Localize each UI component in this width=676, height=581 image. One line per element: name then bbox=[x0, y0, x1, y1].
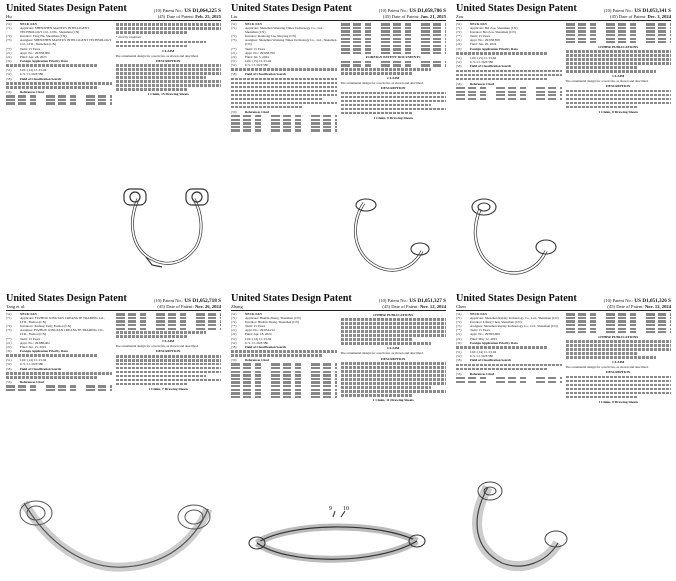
description-heading: DESCRIPTION bbox=[156, 58, 181, 63]
field-row: (51) LOC (14) Cl. 23-04 bbox=[6, 358, 47, 363]
field-row: (58) Field of Classification Search bbox=[6, 76, 62, 81]
bibliographic-column bbox=[456, 312, 562, 405]
claim-heading: CLAIM bbox=[612, 74, 625, 79]
field-row: (30) Foreign Application Priority Data bbox=[456, 340, 518, 345]
field-row: (22) Filed: Jul. 5, 2024 bbox=[231, 54, 269, 59]
patent-panel-6 bbox=[454, 293, 673, 577]
patent-date: Jan. 21, 2025 bbox=[420, 14, 446, 19]
field-row: (54) NECK FAN bbox=[456, 22, 487, 26]
patent-date: Nov. 26, 2024 bbox=[194, 304, 221, 309]
field-row: (21) Appl. No.: 29/893,609 bbox=[456, 332, 500, 337]
abstract-column: OTHER PUBLICATIONS CLAIM The ornamental design for a neck fan, as shown and described. DESCRIPTION 1 Claim, 8 Drawing Sheets bbox=[566, 22, 672, 115]
field-row: (30) Foreign Application Priority Data bbox=[456, 46, 518, 51]
patent-header: United States Design Patent (10) Patent No.: US D1,053,341 S Zou (45) Date of Patent: Dec. 3, 2024 bbox=[456, 3, 671, 19]
patent-header: United States Design Patent (10) Patent No.: US D1,051,326 S Chen (45) Date of Patent: Nov. 12, 2024 bbox=[456, 293, 671, 309]
patent-panel-4 bbox=[4, 293, 223, 577]
field-row: (51) LOC (14) Cl. 23-04 bbox=[231, 336, 272, 341]
field-row: (71) Applicant: FUZHOU JONGTAN CREANGTE TRADING CO., LTD., Fuzhou (CN) bbox=[6, 316, 105, 325]
patent-panel-2 bbox=[229, 3, 448, 287]
patent-panel-1 bbox=[4, 3, 223, 287]
neck-fan-drawing bbox=[462, 189, 562, 285]
field-row: (54) NECK FAN bbox=[231, 312, 262, 316]
field-row: (51) LOC (14) Cl. 23-04 bbox=[6, 68, 47, 73]
field-row: (54) NECK FAN bbox=[6, 312, 37, 316]
patent-number: US D1,053,341 S bbox=[634, 8, 671, 14]
patent-header: United States Design Patent (10) Patent No.: US D1,058,786 S Liu (45) Date of Patent: Jan. 21, 2025 bbox=[231, 3, 446, 19]
claim-text: The ornamental design for a neck fan, as shown and described. bbox=[565, 79, 649, 84]
patent-date: Dec. 3, 2024 bbox=[647, 14, 671, 19]
field-row: (72) Inventor: Huabin Zhang, Shenzhen (CN) bbox=[231, 320, 299, 325]
claim-text: The ornamental design for a neck fan, as shown and described. bbox=[340, 81, 424, 86]
bibliographic-column bbox=[231, 312, 337, 403]
field-row: (22) Filed: Jun. 29, 2024 bbox=[456, 42, 497, 47]
field-row: (51) LOC (14) Cl. 23-04 bbox=[456, 350, 497, 355]
patent-number: US D1,051,327 S bbox=[409, 298, 446, 304]
patent-inventor: Tang et al. bbox=[6, 304, 26, 309]
description-heading: DESCRIPTION bbox=[606, 370, 631, 375]
bibliographic-column bbox=[6, 312, 112, 392]
field-row: (21) Appl. No.: 29/856,000 bbox=[6, 50, 50, 55]
neck-fan-drawing bbox=[237, 503, 437, 575]
patent-header: United States Design Patent (10) Patent No.: US D1,064,225 S Hu (45) Date of Patent: Feb. 25, 2025 bbox=[6, 3, 221, 19]
field-row: (56) References Cited bbox=[456, 81, 494, 86]
claim-heading: CLAIM bbox=[162, 48, 175, 53]
patent-date: Nov. 12, 2024 bbox=[419, 304, 446, 309]
bibliographic-column bbox=[231, 22, 337, 133]
claim-heading: CLAIM bbox=[162, 339, 175, 344]
drawing-sheets: 1 Claim, 7 Drawing Sheets bbox=[148, 386, 189, 391]
field-row: (**) Term: 15 Years bbox=[456, 34, 491, 39]
field-row: (22) Filed: Apr. 28, 2023 bbox=[6, 54, 47, 59]
field-row: (73) Assignee: FUZHOU JONGTAN CREANGTE TRADING CO., LTD., Fuzhou (CN) bbox=[6, 328, 105, 337]
patent-number: US D1,051,326 S bbox=[634, 298, 671, 304]
patent-panel-3 bbox=[454, 3, 673, 287]
drawing-sheets: 1 Claim, 8 Drawing Sheets bbox=[373, 115, 414, 120]
patent-header: United States Design Patent (10) Patent No.: US D1,052,718 S Tang et al. (45) Date of Patent: Nov. 26, 2024 bbox=[6, 293, 221, 309]
field-row: (71) Applicant: Shenzhen Wanxing Times Technology Co., Ltd., Shenzhen (CN) bbox=[231, 26, 324, 35]
field-row: (71) Applicant: Bei Zou, Shenzhen (CN) bbox=[456, 26, 518, 31]
patent-title: United States Design Patent bbox=[231, 3, 352, 14]
claim-heading: CLAIM bbox=[612, 360, 625, 365]
patent-date: Feb. 25, 2025 bbox=[195, 14, 221, 19]
description-heading: DESCRIPTION bbox=[606, 84, 631, 89]
field-row: (72) Inventor: Feng Hu, Shenzhen (CN) bbox=[6, 34, 67, 39]
bibliographic-column bbox=[6, 22, 112, 106]
drawing-sheets: 1 Claim, 11 Drawing Sheets bbox=[372, 397, 414, 402]
field-row: (30) Foreign Application Priority Data bbox=[6, 58, 68, 63]
figure-label: 10 bbox=[343, 506, 349, 512]
neck-fan-drawing bbox=[116, 181, 216, 285]
claim-text: The ornamental design for a neck fan, as shown and described. bbox=[565, 365, 649, 370]
field-row: (71) Applicant: Shenzhen Rapley Technology Co., Ltd., Shenzhen (CN) bbox=[456, 316, 559, 321]
field-row: (58) Field of Classification Search bbox=[231, 344, 287, 349]
patent-title: United States Design Patent bbox=[231, 293, 352, 304]
field-row: (**) Term: 15 Years bbox=[6, 46, 41, 51]
abstract-column: OTHER PUBLICATIONS CLAIM The ornamental design for a neck fan, as shown and described. DESCRIPTION 1 Claim, 8 Drawing Sheets bbox=[566, 312, 672, 405]
field-row: (56) References Cited bbox=[231, 358, 269, 363]
patent-inventor: Hu bbox=[6, 14, 12, 19]
field-row: (72) Inventors: Junfeng Tang; Fuzhou (CN) bbox=[6, 324, 72, 329]
patent-title: United States Design Patent bbox=[6, 293, 127, 304]
neck-fan-drawing bbox=[462, 479, 572, 575]
field-row: (72) Inventor: Rouhong Liu, Xinyang (CN) bbox=[231, 34, 297, 39]
patent-number: US D1,052,718 S bbox=[184, 298, 221, 304]
field-row: (56) References Cited bbox=[6, 379, 44, 384]
field-row: (30) Foreign Application Priority Data bbox=[6, 348, 68, 353]
field-row: (22) Filed: May 12, 2023 bbox=[456, 336, 497, 341]
field-row: (21) Appl. No.: 29/958,700 bbox=[231, 50, 275, 55]
drawing-sheets: 1 Claim, 15 Drawing Sheets bbox=[147, 92, 189, 97]
field-row: (73) Assignee: SHENZHEN MANTUS INTELLIGENT TECHNOLOGY CO., LTD., Shenzhen (CN) bbox=[6, 38, 112, 47]
patent-number: US D1,058,786 S bbox=[409, 8, 446, 14]
field-row: (**) Term: 15 Years bbox=[6, 336, 41, 341]
field-row: (52) U.S. Cl. D23/380 bbox=[231, 340, 268, 345]
patent-title: United States Design Patent bbox=[456, 3, 577, 14]
abstract-column bbox=[116, 312, 222, 392]
field-row: (58) Field of Classification Search bbox=[456, 64, 512, 69]
field-row: (52) U.S. Cl. D23/380 bbox=[6, 362, 43, 367]
description-heading: DESCRIPTION bbox=[381, 356, 406, 361]
patent-inventor: Chen bbox=[456, 304, 466, 309]
patent-number: US D1,064,225 S bbox=[184, 8, 221, 14]
field-row: (58) Field of Classification Search bbox=[6, 366, 62, 371]
field-row: (**) Term: 15 Years bbox=[231, 46, 266, 51]
field-row: (51) LOC (15) Cl. 23-04 bbox=[231, 58, 272, 63]
field-row: (71) Applicant: Huabin Zhang, Shenzhen (CN) bbox=[231, 316, 301, 321]
field-row: (51) LOC (15) Cl. 23-04 bbox=[456, 56, 497, 61]
patent-title: United States Design Patent bbox=[456, 293, 577, 304]
patent-title: United States Design Patent bbox=[6, 3, 127, 14]
field-row: (54) NECK FAN bbox=[456, 312, 487, 316]
bibliographic-column bbox=[456, 22, 562, 115]
field-row: (73) Assignee: Shenzhen Rapley Technology Co., Ltd., Shenzhen (CN) bbox=[456, 324, 558, 329]
field-row: (54) NECK FAN bbox=[6, 22, 37, 26]
field-row: (54) NECK FAN bbox=[231, 22, 262, 26]
claim-heading: CLAIM bbox=[387, 346, 400, 351]
claim-heading: CLAIM bbox=[387, 76, 400, 80]
field-row: (71) Applicant: SHENZHEN MANTUS INTELLIGENT TECHNOLOGY CO., LTD., Shenzhen (CN) bbox=[6, 26, 90, 35]
field-row: (58) Field of Classification Search bbox=[456, 358, 512, 363]
field-row: (52) U.S. Cl. D23/380 bbox=[231, 62, 268, 67]
patent-inventor: Zhang bbox=[231, 304, 243, 309]
neck-fan-drawing bbox=[344, 193, 434, 283]
field-row: (21) Appl. No.: 29/886,402 bbox=[6, 340, 50, 345]
description-heading: DESCRIPTION bbox=[381, 86, 406, 91]
field-row: (52) U.S. Cl. D23/380 bbox=[6, 72, 43, 77]
field-row: (73) Assignee: Shenzhen Wanxing Times Technology Co., Ltd., Shenzhen (CN) bbox=[231, 38, 337, 47]
patent-date: Nov. 12, 2024 bbox=[644, 304, 671, 309]
patent-panel-5 bbox=[229, 293, 448, 577]
abstract-column: * cited by examiner CLAIM The ornamental design for a neck fan, as shown and described. DESCRIPTION 1 Claim, 15 Drawing Sheets bbox=[116, 22, 222, 106]
field-row: (58) Field of Classification Search bbox=[231, 72, 287, 77]
field-row: (21) Appl. No.: 29/958,858 bbox=[456, 38, 500, 43]
field-row: (56) References Cited bbox=[6, 89, 44, 94]
patent-header: United States Design Patent (10) Patent No.: US D1,051,327 S Zhang (45) Date of Patent: Nov. 12, 2024 bbox=[231, 293, 446, 309]
field-row: (**) Term: 15 Years bbox=[231, 324, 266, 329]
description-heading: DESCRIPTION bbox=[156, 349, 181, 354]
claim-text: The ornamental design for a neck fan, as shown and described. bbox=[115, 344, 199, 349]
figure-label: 9 bbox=[329, 506, 332, 512]
patent-inventor: Zou bbox=[456, 14, 464, 19]
claim-text: The ornamental design for a neck fan, as shown and described. bbox=[115, 53, 199, 58]
field-row: (56) References Cited bbox=[456, 371, 494, 376]
field-row: (22) Filed: Apr. 18, 2024 bbox=[231, 332, 272, 337]
field-row: (22) Filed: Jan. 15, 2025 bbox=[6, 344, 47, 349]
neck-fan-drawing bbox=[14, 483, 214, 573]
field-row: (52) U.S. Cl. D23/380 bbox=[456, 60, 493, 65]
patent-inventor: Liu bbox=[231, 14, 238, 19]
drawing-sheets: 1 Claim, 8 Drawing Sheets bbox=[598, 399, 639, 404]
field-row: (72) Inventor: Lifang Chen, Shenzhen (CN) bbox=[456, 320, 522, 325]
field-row: (72) Inventor: Bei Zou, Shenzhen (CN) bbox=[456, 30, 516, 35]
drawing-sheets: 1 Claim, 8 Drawing Sheets bbox=[598, 109, 639, 114]
field-row: (**) Term: 15 Years bbox=[456, 328, 491, 333]
abstract-column: FOREIGN PATENT DOCUMENTS CLAIM The ornamental design for a neck fan, as shown and described. DESCRIPTION 1 Claim, 8 Drawing Sheets bbox=[341, 22, 447, 133]
abstract-column: OTHER PUBLICATIONS CLAIM The ornamental design for a neck fan, as shown and described. DESCRIPTION 1 Claim, 11 Drawing Sheets bbox=[341, 312, 447, 403]
field-row: (56) References Cited bbox=[231, 109, 269, 114]
field-row: (21) Appl. No.: 29/934,212 bbox=[231, 328, 275, 333]
claim-text: The ornamental design for a neck fan, as shown and described. bbox=[340, 351, 424, 356]
field-row: (52) U.S. Cl. D23/380 bbox=[456, 354, 493, 359]
